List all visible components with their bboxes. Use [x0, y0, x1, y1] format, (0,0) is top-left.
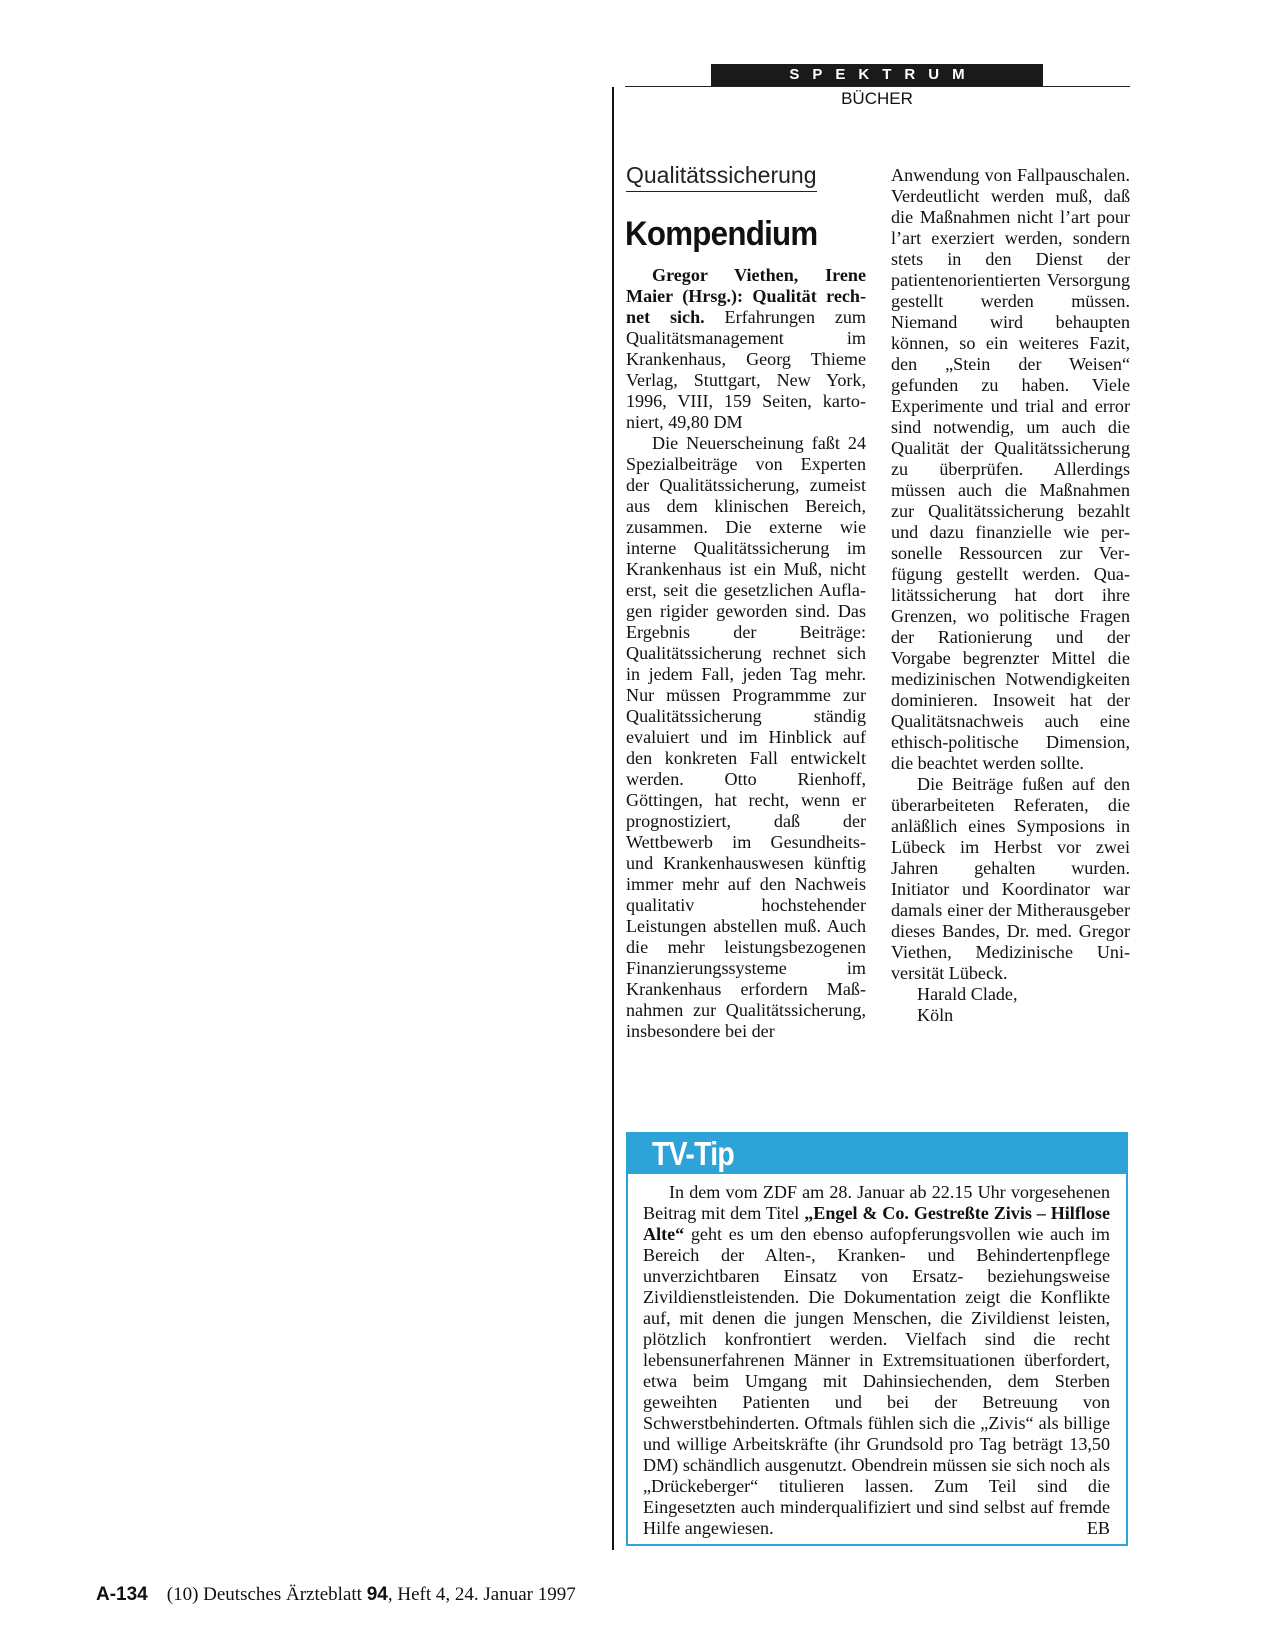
article-paragraph: Anwendung von Fallpauschalen. Verdeutlicht werden muß, daß die Maßnahmen nicht l’art pour l’art exerziert werden, sondern stets in den Dienst der patientenorientierten Versorgung gestellt werden müssen. Niemand wird behaupten können, so ein weiteres Fazit, den „Stein der Weisen“ gefunden zu haben. Viele Experimente und trial and error sind notwendig, um auch die Qualität der Qualitätssicherung zu überprüfen. Allerdings müssen auch die Maßnahmen zur Qualitätssicherung bezahlt und dazu finanzielle wie personelle Ressourcen zur Verfügung gestellt werden. Qualitätssicherung hat dort ihre Grenzen, wo politische Fragen der Rationierung und der Vorgabe begrenzter Mittel die medizinischen Notwendigkeiten dominieren. Insoweit hat der Qualitätsnachweis auch eine ethisch-politische Dimension, die beachtet werden sollte.: [891, 165, 1130, 773]
book-citation: [626, 265, 866, 433]
tv-tip-text-intro: In dem vom ZDF am 28. Januar ab 22.15 Uhr vorgesehenen Beitrag mit dem Titel: [643, 1182, 1110, 1223]
tv-tip-signature: EB: [1086, 1518, 1110, 1538]
tv-tip-title: TV-Tip: [652, 1135, 735, 1172]
article-paragraph: Die Beiträge fußen auf den überarbeiteten Referaten, die anläßlich eines Symposions in Lübeck im Herbst vor zwei Jahren gehalten wurden. Initiator und Koordinator war damals einer der Mitherausgeber dieses Bandes, Dr. med. Gregor Viethen, Medizinische Universität Lübeck.: [891, 774, 1130, 983]
tv-tip-text-main: geht es um den ebenso aufopferungsvollen wie auch im Bereich der Alten-, Kranken- und Behindertenpflege unverzichtbaren Einsatz von Ersatz- beziehungsweise Zivildienstleistenden. Die Dokumentation zeigt die Konflikte auf, mit denen die jungen Menschen, die Zivildienst leisten, plötzlich konfrontiert werden. Vielfach sind die recht lebensunerfahrenen Männer in Extremsituationen überfordert, etwa beim Umgang mit Dahinsiechenden, dem Sterben geweihten Patienten und bei der Betreuung von Schwerstbehinderten. Oftmals fühlen sich die „Zivis“ als billige und willige Arbeitskräfte (ihr Grundsold pro Tag beträgt 13,50 DM) schändlich ausgenutzt. Obendrein müssen sie sich noch als „Drückeberger“ titulieren lassen. Zum Teil sind die Eingesetzten auch minderqualifiziert und sind selbst auf fremde Hilfe angewiesen.: [643, 1224, 1110, 1538]
page-number: A-134: [96, 1584, 148, 1605]
footer-volume: 94: [366, 1584, 388, 1605]
author-city: Köln: [917, 1005, 954, 1025]
footer-issue: , Heft 4, 24. Januar 1997: [387, 1584, 576, 1605]
article-headline: Kompendium: [625, 215, 818, 253]
tv-tip-header: [628, 1134, 1126, 1174]
header-rule: [625, 86, 1130, 87]
tv-tip-box: [626, 1132, 1128, 1546]
footer-journal: (10) Deutsches Ärzteblatt: [166, 1584, 367, 1605]
subsection-label: BÜCHER: [841, 89, 913, 108]
article-kicker: Qualitätssicherung: [626, 162, 817, 192]
tv-tip-text: [643, 1182, 1110, 1539]
page-footer: [96, 1584, 576, 1606]
citation-title: Gregor Viethen, Irene Maier (Hrsg.): Qualität rechnet sich.: [626, 265, 866, 327]
article-column-1: [626, 265, 866, 1042]
author-name: Harald Clade,: [917, 984, 1018, 1004]
section-bar: SPEKTRUM: [711, 64, 1043, 86]
tv-tip-programme-title: „Engel & Co. Gestreßte Zivis – Hilflose Alte“: [643, 1203, 1110, 1244]
citation-details: Erfahrungen zum Qualitätsmanagement im Krankenhaus, Georg Thieme Verlag, Stuttgart, New York, 1996, VIII, 159 Seiten, kartoniert, 49,80 DM: [626, 307, 867, 432]
article-paragraph: Die Neuerscheinung faßt 24 Spezialbeiträge von Experten der Qualitätssicherung, zumeist aus dem klinischen Bereich, zusammen. Die externe wie interne Qualitätssicherung im Krankenhaus ist ein Muß, nicht erst, seit die gesetzlichen Auflagen rigider geworden sind. Das Ergebnis der Beiträge: Qualitätssicherung rechnet sich in jedem Fall, jeden Tag mehr. Nur müssen Programmme zur Qualitätssicherung ständig evaluiert und im Hinblick auf den konkreten Fall entwickelt werden. Otto Rienhoff, Göttingen, hat recht, wenn er prognostiziert, daß der Wettbewerb im Gesundheits- und Krankenhauswesen künftig immer mehr auf den Nachweis qualitativ hochstehender Leistungen abstellen muß. Auch die mehr leistungsbezogenen Finanzierungssysteme im Krankenhaus erfordern Maßnahmen zur Qualitätssicherung, insbesondere bei der: [626, 433, 866, 1041]
article-column-2: [891, 165, 1130, 1026]
column-rule: [612, 87, 614, 1550]
